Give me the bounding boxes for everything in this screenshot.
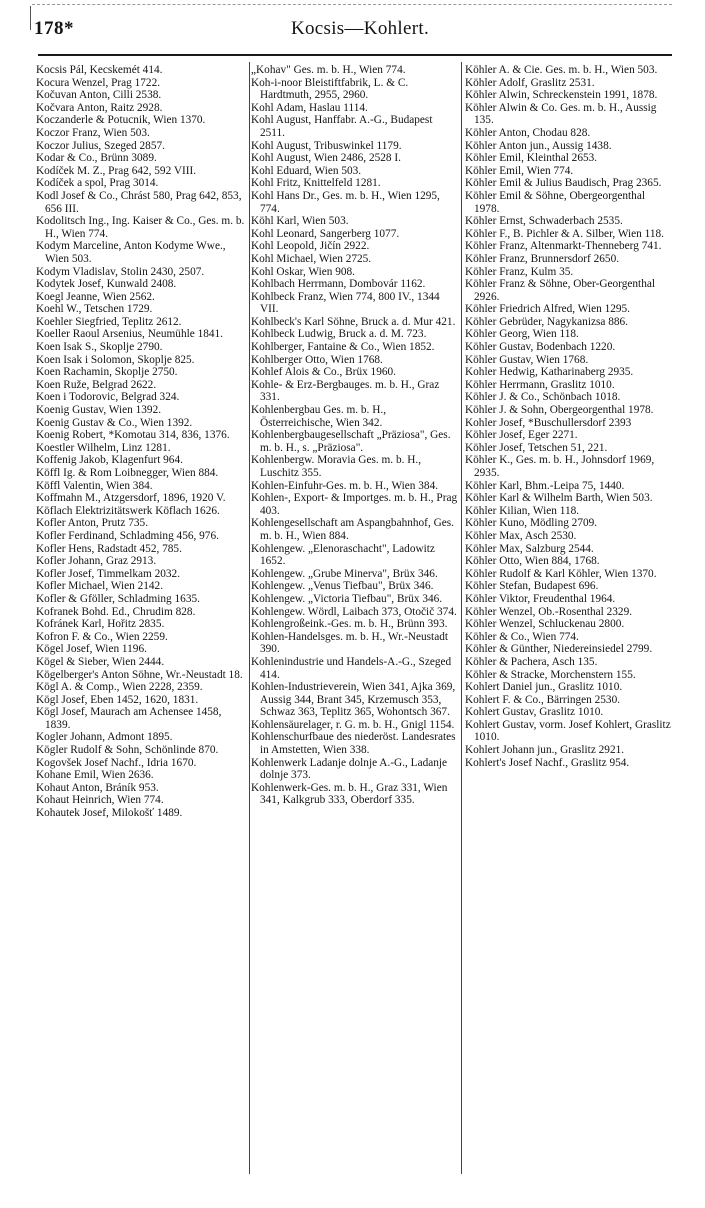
- directory-entry: Köhler Gustav, Bodenbach 1220.: [465, 341, 616, 354]
- directory-entry: Köhler Emil & Julius Baudisch, Prag 2365.: [465, 177, 662, 190]
- directory-entry: Köhler Stefan, Budapest 696.: [465, 580, 599, 593]
- directory-entry: Kohlen-Handelsges. m. b. H., Wr.-Neustadt 390.: [251, 630, 448, 656]
- directory-entry: Kohlensäurelager, r. G. m. b. H., Gnigl 1154.: [251, 718, 455, 731]
- directory-entry: Kohlengew. „Elenoraschacht", Ladowitz 1652.: [251, 542, 435, 568]
- directory-entry: Kohlenbergw. Moravia Ges. m. b. H., Luschitz 355.: [251, 454, 422, 479]
- directory-entry: Kofranek Bohd. Ed., Chrudim 828.: [36, 605, 196, 618]
- directory-entry: Kočuvan Anton, Cilli 2538.: [36, 89, 162, 102]
- directory-entry: Köhler Franz, Kulm 35.: [465, 265, 574, 278]
- directory-entry: Kofler Michael, Wien 2142.: [36, 580, 164, 593]
- directory-entry: Köhler K., Ges. m. b. H., Johnsdorf 1969, 2935.: [465, 454, 655, 479]
- directory-entry: Köhler Emil, Wien 774.: [465, 164, 574, 177]
- directory-entry: Kofler & Gföller, Schladming 1635.: [36, 592, 200, 605]
- directory-entry: Kodolitsch Ing., Ing. Kaiser & Co., Ges. m. b. H., Wien 774.: [36, 215, 245, 240]
- directory-entry: Kohle- & Erz-Bergbauges. m. b. H., Graz 331.: [251, 378, 440, 404]
- directory-entry: Koffenig Jakob, Klagenfurt 964.: [36, 454, 183, 467]
- directory-entry: Kohl Eduard, Wien 503.: [251, 164, 362, 177]
- directory-entry: Kogovšek Josef Nachf., Idria 1670.: [36, 756, 197, 769]
- directory-entry: Kodym Marceline, Anton Kodyme Wwe., Wien 503.: [36, 240, 226, 265]
- directory-entry: Köhler Emil, Kleinthal 2653.: [465, 152, 598, 165]
- directory-entry: Kögel Josef, Wien 1196.: [36, 643, 147, 656]
- directory-entry: Köffl Ig. & Rom Loibnegger, Wien 884.: [36, 467, 219, 479]
- directory-entry: Kohlberger, Fantaine & Co., Wien 1852.: [251, 341, 435, 354]
- directory-entry: Kohaut Heinrich, Wien 774.: [36, 794, 164, 807]
- directory-entry: Kohlert's Josef Nachf., Graslitz 954.: [465, 756, 630, 769]
- directory-entry: Koczor Franz, Wien 503.: [36, 126, 150, 139]
- directory-entry: Köhler A. & Cie. Ges. m. b. H., Wien 503.: [465, 64, 658, 76]
- directory-entry: Kögl Josef, Eben 1452, 1620, 1831.: [36, 693, 199, 706]
- directory-entry: Kohl Adam, Haslau 1114.: [251, 101, 368, 114]
- directory-entry: Köhler & Pachera, Asch 135.: [465, 655, 598, 668]
- directory-entry: Kocura Wenzel, Prag 1722.: [36, 76, 161, 89]
- directory-entry: Köhler Kuno, Mödling 2709.: [465, 517, 598, 530]
- directory-entry: Kofler Josef, Timmelkam 2032.: [36, 567, 181, 580]
- directory-entry: Kohlenwerk Ladanje dolnje A.-G., Ladanje dolnje 373.: [251, 756, 448, 782]
- directory-entry: Koh-i-noor Bleistiftfabrik, L. & C. Hardtmuth, 2955, 2960.: [251, 76, 409, 102]
- directory-entry: Kočvara Anton, Raitz 2928.: [36, 101, 163, 114]
- directory-entry: Köhler Kilian, Wien 118.: [465, 504, 580, 517]
- directory-entry: Köhler Anton, Chodau 828.: [465, 126, 591, 139]
- directory-entry: Kohlen-Industrieverein, Wien 341, Ajka 369, Aussig 344, Brant 345, Krzemusch 353, Schwaz 363, Teplitz 365, Wohontsch 367.: [251, 681, 456, 719]
- directory-entry: Köflach Elektrizitätswerk Köflach 1626.: [36, 504, 220, 517]
- directory-entry: Köhler Alwin & Co. Ges. m. b. H., Aussig 135.: [465, 101, 657, 127]
- directory-entry: Köhler Josef, Eger 2271.: [465, 429, 578, 442]
- directory-entry: Kohlert Gustav, Graslitz 1010.: [465, 706, 604, 719]
- directory-entry: Köhler Rudolf & Karl Köhler, Wien 1370.: [465, 567, 657, 580]
- directory-entry: Köhler Gustav, Wien 1768.: [465, 353, 589, 366]
- directory-entry: Kogler Johann, Admont 1895.: [36, 731, 173, 744]
- directory-entry: Kofron F. & Co., Wien 2259.: [36, 630, 168, 643]
- directory-entry: Kohler Josef, *Buschullersdorf 2393: [465, 416, 632, 429]
- directory-entry: Köhler Anton jun., Aussig 1438.: [465, 139, 612, 152]
- directory-entry: Köhler & Stracke, Morchenstern 155.: [465, 668, 636, 681]
- directory-entry: Koen i Todorovic, Belgrad 324.: [36, 391, 180, 404]
- directory-entry: Köhler Adolf, Graslitz 2531.: [465, 76, 595, 89]
- directory-entry: Kohlert Gustav, vorm. Josef Kohlert, Graslitz 1010.: [465, 718, 671, 744]
- directory-entry: Koen Rachamin, Skoplje 2750.: [36, 366, 178, 379]
- directory-entry: Köhler Max, Asch 2530.: [465, 529, 577, 542]
- directory-entry: Koffmahn M., Atzgersdorf, 1896, 1920 V.: [36, 492, 226, 505]
- directory-entry: Kodym Vladislav, Stolin 2430, 2507.: [36, 265, 205, 278]
- directory-entry: Koczanderle & Potucnik, Wien 1370.: [36, 114, 206, 127]
- directory-entry: Kohl August, Hanffabr. A.-G., Budapest 2511.: [251, 114, 433, 139]
- directory-entry: Kohlbeck Franz, Wien 774, 800 IV., 1344 VII.: [251, 290, 440, 316]
- directory-entry: Kohlengroßeink.-Ges. m. b. H., Brünn 393.: [251, 618, 448, 631]
- directory-entry: Kohlberger Otto, Wien 1768.: [251, 353, 383, 366]
- directory-entry: Koen Isak S., Skoplje 2790.: [36, 341, 163, 354]
- directory-entry: Köhler Friedrich Alfred, Wien 1295.: [465, 303, 630, 316]
- directory-entry: Kofler Ferdinand, Schladming 456, 976.: [36, 529, 219, 542]
- directory-entry: Köhler Franz, Brunnersdorf 2650.: [465, 252, 620, 265]
- directory-entry: Kohlef Alois & Co., Brüx 1960.: [251, 366, 396, 379]
- page-title: Kocsis—Kohlert.: [290, 18, 429, 39]
- directory-entry: Kohler Hedwig, Katharinaberg 2935.: [465, 366, 634, 379]
- directory-entry: Kögl Josef, Maurach am Achensee 1458, 1839.: [36, 706, 222, 731]
- directory-entry: Köhler Josef, Tetschen 51, 221.: [465, 441, 608, 454]
- directory-entry: Kohl Michael, Wien 2725.: [251, 252, 372, 265]
- directory-entry: Kohl Oskar, Wien 908.: [251, 265, 355, 278]
- top-edge-rule: [32, 4, 672, 5]
- directory-entry: Köhler Wenzel, Schluckenau 2800.: [465, 618, 625, 631]
- directory-entry: Köhler Wenzel, Ob.-Rosenthal 2329.: [465, 605, 633, 618]
- page-number: 178*: [34, 18, 74, 39]
- directory-entry: Kögler Rudolf & Sohn, Schönlinde 870.: [36, 744, 219, 757]
- directory-entry: Kohlbeck Ludwig, Bruck a. d. M. 723.: [251, 328, 427, 341]
- directory-entry: Kohlbeck's Karl Söhne, Bruck a. d. Mur 421.: [251, 315, 456, 328]
- directory-entry: Kofránek Karl, Hořitz 2835.: [36, 618, 165, 631]
- directory-entry: Koenig Gustav, Wien 1392.: [36, 404, 162, 417]
- directory-entry: Kohl Hans Dr., Ges. m. b. H., Wien 1295, 774.: [251, 189, 440, 215]
- directory-entry: Koeller Raoul Arsenius, Neumühle 1841.: [36, 328, 223, 341]
- directory-entry: Köhler Viktor, Freudenthal 1964.: [465, 592, 616, 605]
- directory-entry: Kohl Fritz, Knittelfeld 1281.: [251, 177, 381, 190]
- directory-entry: Kohlert F. & Co., Bärringen 2530.: [465, 693, 621, 706]
- directory-entry: Kohl Leonard, Sangerberg 1077.: [251, 227, 400, 240]
- directory-entry: Kögl A. & Comp., Wien 2228, 2359.: [36, 681, 203, 694]
- directory-entry: Kohlengew. „Venus Tiefbau", Brüx 346.: [251, 580, 434, 593]
- directory-entry: Kohlenwerk-Ges. m. b. H., Graz 331, Wien 341, Kalkgrub 333, Oberdorf 335.: [251, 781, 448, 807]
- directory-entry: Köhler Herrmann, Graslitz 1010.: [465, 378, 615, 391]
- directory-entry: Kohl August, Wien 2486, 2528 I.: [251, 152, 401, 165]
- directory-entry: Köhler Otto, Wien 884, 1768.: [465, 555, 600, 568]
- directory-entry: Kohane Emil, Wien 2636.: [36, 769, 154, 782]
- directory-entry: Koen Ruže, Belgrad 2622.: [36, 378, 157, 391]
- directory-entry: Kofler Anton, Prutz 735.: [36, 517, 149, 530]
- directory-entry: Koehler Siegfried, Teplitz 2612.: [36, 315, 182, 328]
- directory-entry: Köhl Karl, Wien 503.: [251, 215, 349, 228]
- directory-entry: Kodl Josef & Co., Chrást 580, Prag 642, 853, 656 III.: [36, 189, 242, 215]
- directory-entry: Köhler Karl & Wilhelm Barth, Wien 503.: [465, 492, 653, 505]
- directory-entry: Kohlenindustrie und Handels-A.-G., Szeged 414.: [251, 655, 452, 681]
- directory-entry: Koehl W., Tetschen 1729.: [36, 303, 153, 316]
- directory-entry: Köhler Alwin, Schreckenstein 1991, 1878.: [465, 89, 658, 102]
- directory-entry: „Kohav" Ges. m. b. H., Wien 774.: [251, 64, 406, 76]
- header-rule: [38, 54, 672, 56]
- directory-entry: Kohautek Josef, Milokošť 1489.: [36, 807, 183, 820]
- directory-entry: Köhler Gebrüder, Nagykanizsa 886.: [465, 315, 628, 328]
- directory-entry: Koczor Julius, Szeged 2857.: [36, 139, 165, 152]
- page-header: [0, 10, 705, 40]
- directory-entry: Kohlengew. „Grube Minerva", Brüx 346.: [251, 567, 438, 580]
- directory-entry: Kohlengew. „Victoria Tiefbau", Brüx 346.: [251, 592, 443, 605]
- directory-entry: Kodíček M. Z., Prag 642, 592 VIII.: [36, 164, 197, 177]
- column-divider: [249, 62, 250, 1174]
- directory-entry: Kohlbach Herrmann, Dombovár 1162.: [251, 278, 426, 291]
- directory-entry: Kohlengew. Wördl, Laibach 373, Otočič 374.: [251, 605, 457, 618]
- directory-entry: Koenig Robert, *Komotau 314, 836, 1376.: [36, 429, 230, 442]
- directory-entry: Köhler Max, Salzburg 2544.: [465, 542, 594, 555]
- directory-entry: Köhler F., B. Pichler & A. Silber, Wien 118.: [465, 227, 665, 240]
- directory-entry: Köhler Karl, Bhm.-Leipa 75, 1440.: [465, 479, 625, 492]
- directory-entry: Köhler Georg, Wien 118.: [465, 328, 579, 341]
- directory-entry: Köhler Emil & Söhne, Obergeorgenthal 1978.: [465, 189, 645, 215]
- directory-entry: Kohaut Anton, Bráník 953.: [36, 781, 159, 794]
- directory-entry: Köhler Franz & Söhne, Ober-Georgenthal 2926.: [465, 278, 655, 303]
- directory-entry: Kohlert Daniel jun., Graslitz 1010.: [465, 681, 623, 694]
- directory-entry: Kohl August, Tribuswinkel 1179.: [251, 139, 402, 152]
- directory-entry: Köhler Ernst, Schwaderbach 2535.: [465, 215, 623, 228]
- directory-entry: Köhler & Co., Wien 774.: [465, 630, 579, 643]
- directory-entry: Kohlenbergbau Ges. m. b. H., Österreichische, Wien 342.: [251, 404, 387, 429]
- directory-entry: Koegl Jeanne, Wien 2562.: [36, 290, 155, 303]
- directory-entry: Kodytek Josef, Kunwald 2408.: [36, 278, 177, 291]
- directory-entry: Köhler Franz, Altenmarkt-Thenneberg 741.: [465, 240, 662, 253]
- directory-entry: Kohl Leopold, Jičín 2922.: [251, 240, 370, 253]
- directory-entry: Köffl Valentin, Wien 384.: [36, 479, 153, 492]
- directory-entry: Koestler Wilhelm, Linz 1281.: [36, 441, 171, 454]
- directory-entry: Kohlen-, Export- & Importges. m. b. H., Prag 403.: [251, 492, 458, 517]
- directory-entry: Kodíček a spol, Prag 3014.: [36, 177, 159, 190]
- directory-column-1: [36, 64, 246, 1174]
- directory-entry: Kofler Johann, Graz 2913.: [36, 555, 157, 568]
- directory-entry: Kodar & Co., Brünn 3089.: [36, 152, 157, 165]
- directory-entry: Kögelberger's Anton Söhne, Wr.-Neustadt 18.: [36, 668, 243, 681]
- directory-entry: Kohlenschurfbaue des niederöst. Landesrates in Amstetten, Wien 338.: [251, 731, 456, 757]
- directory-column-2: [251, 64, 458, 1174]
- directory-entry: Koen Isak i Solomon, Skoplje 825.: [36, 353, 195, 366]
- directory-entry: Kohlert Johann jun., Graslitz 2921.: [465, 744, 625, 757]
- directory-column-3: [465, 64, 671, 1174]
- directory-entry: Kohlengesellschaft am Aspangbahnhof, Ges. m. b. H., Wien 884.: [251, 517, 454, 542]
- directory-entry: Köhler J. & Sohn, Obergeorgenthal 1978.: [465, 404, 654, 417]
- directory-entry: Kohlenbergbaugesellschaft „Präziosa", Ges. m. b. H., s. „Präziosa".: [251, 429, 451, 454]
- directory-entry: Kohlen-Einfuhr-Ges. m. b. H., Wien 384.: [251, 479, 439, 492]
- directory-entry: Koenig Gustav & Co., Wien 1392.: [36, 416, 193, 429]
- column-divider: [461, 62, 462, 1174]
- directory-entry: Kögel & Sieber, Wien 2444.: [36, 655, 165, 668]
- directory-entry: Kofler Hens, Radstadt 452, 785.: [36, 542, 182, 555]
- directory-entry: Kocsis Pál, Kecskemét 414.: [36, 64, 163, 76]
- directory-entry: Köhler J. & Co., Schönbach 1018.: [465, 391, 621, 404]
- directory-entry: Köhler & Günther, Niedereinsiedel 2799.: [465, 643, 653, 656]
